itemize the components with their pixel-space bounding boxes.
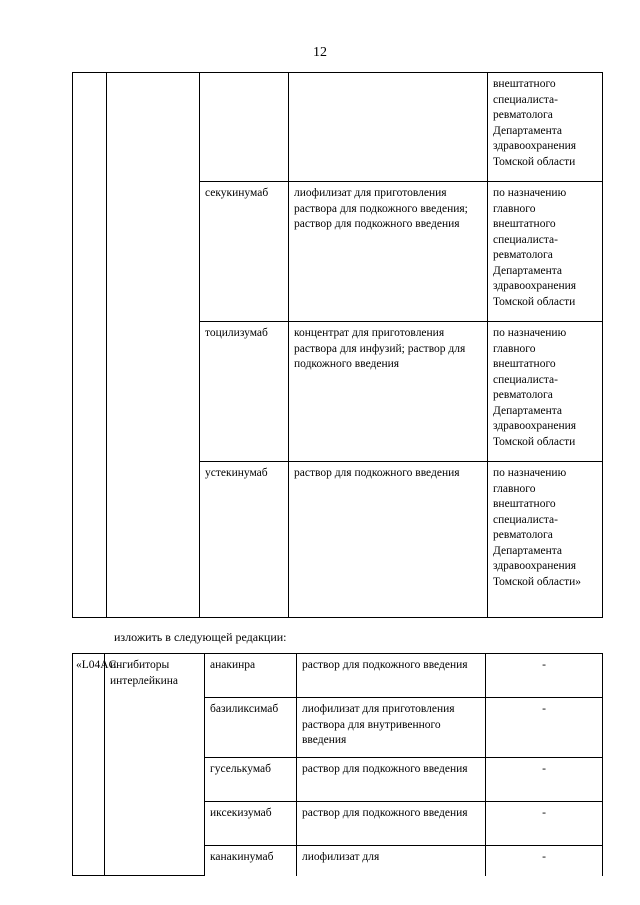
table-row xyxy=(73,654,603,698)
condition-cell: - xyxy=(486,698,603,758)
form-cell: концентрат для приготовления раствора для инфузий; раствор для подкожного введения xyxy=(289,322,488,462)
drug-cell: иксекизумаб xyxy=(205,802,297,846)
condition-cell: - xyxy=(486,758,603,802)
condition-cell: по назначению главного внештатного специалиста-ревматолога Департамента здравоохранения Томской области xyxy=(488,322,603,462)
instruction-text: изложить в следующей редакции: xyxy=(114,630,287,644)
condition-cell: - xyxy=(486,654,603,698)
drug-cell: тоцилизумаб xyxy=(200,322,289,462)
table-row xyxy=(73,73,603,182)
drug-cell: базиликсимаб xyxy=(205,698,297,758)
code-cell: «L04AC xyxy=(73,654,105,876)
condition-cell: по назначению главного внештатного специалиста-ревматолога Департамента здравоохранения Томской области» xyxy=(488,462,603,618)
form-cell: лиофилизат для приготовления раствора для подкожного введения; раствор для подкожного введения xyxy=(289,182,488,322)
condition-cell: внештатного специалиста-ревматолога Департамента здравоохранения Томской области xyxy=(488,73,603,182)
drug-cell: канакинумаб xyxy=(205,846,297,876)
form-cell: раствор для подкожного введения xyxy=(297,654,486,698)
condition-cell: - xyxy=(486,846,603,876)
drug-table-new xyxy=(72,653,603,876)
group-cell: ингибиторы интерлейкина xyxy=(105,654,205,876)
drug-table-old xyxy=(72,72,603,618)
page-number: 12 xyxy=(313,45,327,60)
drug-cell: устекинумаб xyxy=(200,462,289,618)
code-cell xyxy=(73,73,107,618)
form-cell: лиофилизат для xyxy=(297,846,486,876)
drug-cell xyxy=(200,73,289,182)
form-cell: лиофилизат для приготовления раствора для внутривенного введения xyxy=(297,698,486,758)
condition-cell: по назначению главного внештатного специалиста-ревматолога Департамента здравоохранения Томской области xyxy=(488,182,603,322)
form-cell: раствор для подкожного введения xyxy=(297,758,486,802)
drug-cell: гуселькумаб xyxy=(205,758,297,802)
form-cell: раствор для подкожного введения xyxy=(297,802,486,846)
drug-cell: анакинра xyxy=(205,654,297,698)
form-cell xyxy=(289,73,488,182)
form-cell: раствор для подкожного введения xyxy=(289,462,488,618)
condition-cell: - xyxy=(486,802,603,846)
group-cell xyxy=(107,73,200,618)
drug-cell: секукинумаб xyxy=(200,182,289,322)
